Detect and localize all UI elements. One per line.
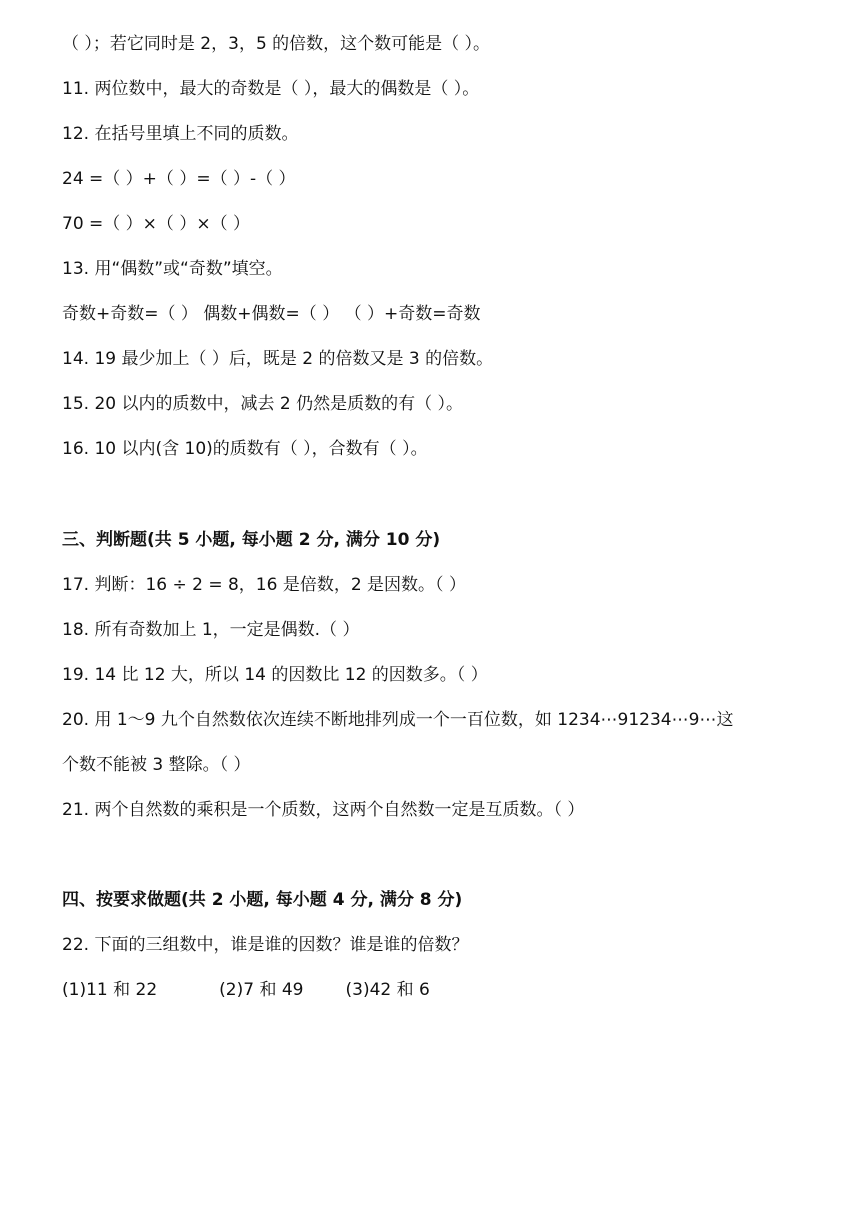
question-14: 14. 19 最少加上（ ）后，既是 2 的倍数又是 3 的倍数。 [62,349,494,369]
question-20: 20. 用 1～9 九个自然数依次连续不断地排列成一个一百位数，如 1234⋯91234⋯9⋯这 [62,710,734,730]
question-17: 17. 判断：16 ÷ 2 = 8，16 是倍数，2 是因数。（ ） [62,575,466,595]
question-18: 18. 所有奇数加上 1，一定是偶数.（ ） [62,620,360,640]
question-19: 19. 14 比 12 大，所以 14 的因数比 12 的因数多。（ ） [62,665,488,685]
group-1: (1)11 和 22 [62,980,158,1000]
question-16: 16. 10 以内(含 10)的质数有（ ），合数有（ ）。 [62,439,428,459]
question-12-equation-24: 24 =（ ）+（ ）=（ ）-（ ） [62,169,296,189]
question-15: 15. 20 以内的质数中，减去 2 仍然是质数的有（ ）。 [62,394,464,414]
question-13-blanks: 奇数+奇数=（ ） 偶数+偶数=（ ） （ ）+奇数=奇数 [62,304,481,324]
question-22-groups [62,978,430,1002]
group-2: (2)7 和 49 [219,980,304,1000]
question-12-equation-70: 70 =（ ）×（ ）×（ ） [62,214,250,234]
question-11: 11. 两位数中，最大的奇数是（ ），最大的偶数是（ ）。 [62,79,480,99]
question-10-continuation: （ ）；若它同时是 2，3，5 的倍数，这个数可能是（ ）。 [62,34,491,54]
group-3: (3)42 和 6 [345,980,430,1000]
question-22: 22. 下面的三组数中，谁是谁的因数？谁是谁的倍数？ [62,935,469,955]
section-3-heading: 三、判断题(共 5 小题, 每小题 2 分, 满分 10 分) [62,530,441,550]
question-13: 13. 用“偶数”或“奇数”填空。 [62,259,283,279]
question-21: 21. 两个自然数的乘积是一个质数，这两个自然数一定是互质数。（ ） [62,800,585,820]
section-4-heading: 四、按要求做题(共 2 小题, 每小题 4 分, 满分 8 分) [62,890,463,910]
question-12: 12. 在括号里填上不同的质数。 [62,124,299,144]
question-20-continuation: 个数不能被 3 整除。（ ） [62,755,251,775]
